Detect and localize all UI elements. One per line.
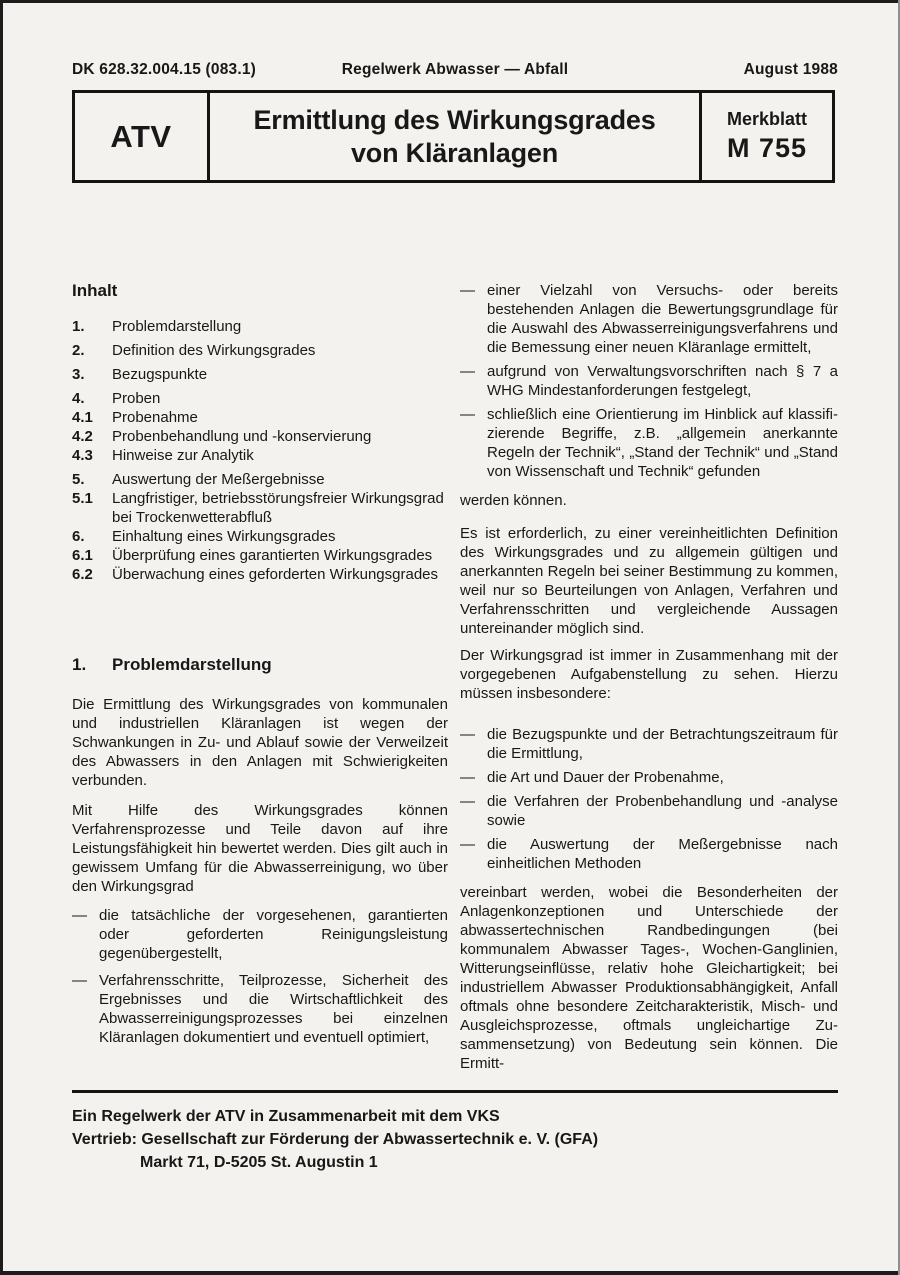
toc-item	[72, 546, 448, 565]
dash-bullet: —	[460, 793, 475, 810]
section-title: Problemdarstellung	[112, 655, 272, 674]
dash-bullet: —	[460, 282, 475, 299]
list-item	[460, 281, 838, 357]
toc-item-number: 4.	[72, 390, 85, 407]
list-item-text: die Art und Dauer der Probenahme,	[487, 769, 724, 786]
paragraph: vereinbart werden, wobei die Besonderheiten der Anlagenkonzeptionen und Unterschiede der abwassertechnischen Randbedingungen (bei kommunalem Abwasser Tages-, Wochen-Ganglinien, Witterungseinflüsse, relativ hohe Gleichartigkeit; bei industriellem Abwasser Produktionsabhängigkeit, Anfall oftmals ohne besondere Zeitcharakteristik, Misch- und Ausgleichsprozesse, oftmals ungleichartige Zusammensetzung) von Bedeutung sein können. Die Ermitt-	[460, 884, 838, 1072]
dash-bullet: —	[460, 836, 475, 853]
toc-item	[72, 317, 448, 336]
toc-item-label: Probenbehandlung und -konservierung	[112, 428, 372, 445]
list-item	[460, 792, 838, 830]
toc-heading: Inhalt	[72, 281, 118, 300]
list-item-text: die Verfahren der Probenbehandlung und -analyse sowie	[487, 793, 838, 829]
dash-bullet: —	[460, 726, 475, 743]
toc-item-number: 1.	[72, 318, 85, 335]
list-item-text: die Bezugspunkte und der Betrachtungszeitraum für die Ermittlung,	[487, 726, 838, 762]
document-number: M 755	[726, 133, 808, 163]
dash-bullet: —	[72, 972, 87, 989]
scan-edge-bottom	[0, 1271, 900, 1275]
toc-item-number: 5.1	[72, 490, 93, 507]
toc-item	[72, 427, 448, 446]
list-item	[460, 725, 838, 763]
toc-item-number: 4.3	[72, 447, 93, 464]
org-abbreviation: ATV	[75, 93, 210, 180]
dash-bullet: —	[460, 769, 475, 786]
scan-edge-top	[0, 0, 900, 3]
list-item	[460, 835, 838, 873]
dk-classification: DK 628.32.004.15 (083.1)	[72, 61, 257, 78]
toc-item-label: Einhaltung eines Wirkungsgrades	[112, 528, 336, 545]
section-problemdarstellung	[72, 655, 448, 1055]
toc-item	[72, 565, 448, 584]
list-item-text: schließlich eine Orientierung im Hinblick auf klassifizierende Begriffe, z.B. „allgemein anerkannte Regeln der Technik“, „Stand der Technik“ und „Stand von Wissenschaft und Technik“ gefunden	[487, 406, 838, 480]
paragraph: Mit Hilfe des Wirkungsgrades können Verfahrensprozesse und Teile davon auf ihre Leistungsfähigkeit hin bewertet werden. Dies gilt auch in gewissem Umfang für die Abwasserreinigung, wo über den Wirkungsgrad	[72, 802, 448, 895]
toc-item	[72, 470, 448, 489]
toc-item	[72, 341, 448, 360]
dash-bullet: —	[460, 363, 475, 380]
list-item-text: die Auswertung der Meßergebnisse nach einheitlichen Methoden	[487, 836, 838, 872]
document-title-line1: Ermittlung des Wirkungsgrades	[253, 104, 656, 135]
document-title-line2: von Kläranlagen	[350, 137, 559, 168]
page-meta-header	[72, 61, 838, 79]
dash-bullet: —	[72, 907, 87, 924]
toc-item	[72, 489, 448, 527]
document-title	[210, 93, 699, 180]
page-footer	[72, 1090, 838, 1174]
list-item	[72, 971, 448, 1047]
toc-item	[72, 446, 448, 465]
toc-item-label: Problemdarstellung	[112, 318, 242, 335]
right-column	[460, 281, 838, 1073]
toc-item-label: Auswertung der Meßergebnisse	[112, 471, 325, 488]
toc-item-label: Probenahme	[112, 409, 198, 426]
list-item	[460, 768, 838, 787]
toc-item-label: Überwachung eines geforderten Wirkungsgrades	[112, 566, 439, 583]
footer-regelwerk-line: Ein Regelwerk der ATV in Zusammenarbeit mit dem VKS	[72, 1108, 500, 1125]
list-item-text: Verfahrensschritte, Teilprozesse, Sicherheit des Ergebnisses und die Wirtschaftlichkeit des Abwasserreinigungsprozesses bei einzelnen Kläranlagen dokumentiert und eventuell optimiert,	[99, 972, 448, 1046]
document-id-cell	[699, 93, 832, 180]
toc-item	[72, 527, 448, 546]
toc-item-number: 6.	[72, 528, 85, 545]
paragraph: Der Wirkungsgrad ist immer in Zusammenhang mit der vorgegebenen Aufgabenstellung zu sehen. Hierzu müssen insbesondere:	[460, 647, 838, 702]
toc-item-label: Bezugspunkte	[112, 366, 208, 383]
table-of-contents	[72, 281, 448, 584]
series-title: Regelwerk Abwasser — Abfall	[341, 61, 569, 78]
title-box	[72, 90, 835, 183]
toc-item-number: 4.1	[72, 409, 93, 426]
list-item	[72, 906, 448, 963]
dash-bullet: —	[460, 406, 475, 423]
list-item	[460, 362, 838, 400]
footer-vertrieb-line: Vertrieb: Gesellschaft zur Förderung der Abwassertechnik e. V. (GFA)	[72, 1131, 599, 1148]
toc-item-label: Proben	[112, 390, 161, 407]
section-heading	[72, 655, 448, 674]
toc-item-label: Überprüfung eines garantierten Wirkungsgrades	[112, 547, 433, 564]
toc-item	[72, 365, 448, 384]
toc-item	[72, 408, 448, 427]
toc-item-number: 6.1	[72, 547, 93, 564]
scan-edge-left	[0, 0, 3, 1275]
criteria-list	[460, 725, 838, 873]
issue-date: August 1988	[743, 61, 838, 78]
toc-item-number: 3.	[72, 366, 85, 383]
toc-item-label: Definition des Wirkungsgrades	[112, 342, 316, 359]
toc-item-label: Langfristiger, betriebsstörungsfreier Wirkungsgrad bei Trockenwetterabfluß	[112, 490, 444, 526]
list-item-text: aufgrund von Verwaltungsvorschriften nach § 7 a WHG Mindestanforderungen festgelegt,	[487, 363, 838, 399]
toc-item-number: 6.2	[72, 566, 93, 583]
paragraph: Es ist erforderlich, zu einer vereinheitlichten Definition des Wirkungsgrades und zu allgemein gültigen und anerkannten Regeln bei seiner Bestimmung zu kommen, weil nur so Beurteilungen von Anlagen, Verfahren und Verfahrensschritten und vergleichende Aussagen untereinander möglich sind.	[460, 525, 838, 637]
toc-item-number: 2.	[72, 342, 85, 359]
document-type: Merkblatt	[726, 109, 807, 129]
toc-item-number: 5.	[72, 471, 85, 488]
toc-item-number: 4.2	[72, 428, 93, 445]
toc-item	[72, 389, 448, 408]
paragraph: Die Ermittlung des Wirkungsgrades von kommunalen und industriellen Kläranlagen ist wegen der Schwankungen in Zu- und Ablauf sowie der Verweilzeit des Abwassers in den Anlagen mit Schwierigkeiten verbunden.	[72, 696, 448, 789]
footer-address-line: Markt 71, D-5205 St. Augustin 1	[140, 1154, 378, 1171]
section-number: 1.	[72, 655, 87, 674]
list-item	[460, 405, 838, 481]
paragraph: werden können.	[460, 492, 567, 509]
list-item-text: einer Vielzahl von Versuchs- oder bereits bestehenden Anlagen die Bewertungsgrundlage für die Auswahl des Abwasserreinigungsverfahrens und die Bemessung einer neuen Kläranlage ermittelt,	[487, 282, 838, 356]
list-item-text: die tatsächliche der vorgesehenen, garantierten oder geforderten Reinigungsleistung gegenübergestellt,	[99, 907, 448, 962]
toc-item-label: Hinweise zur Analytik	[112, 447, 254, 464]
